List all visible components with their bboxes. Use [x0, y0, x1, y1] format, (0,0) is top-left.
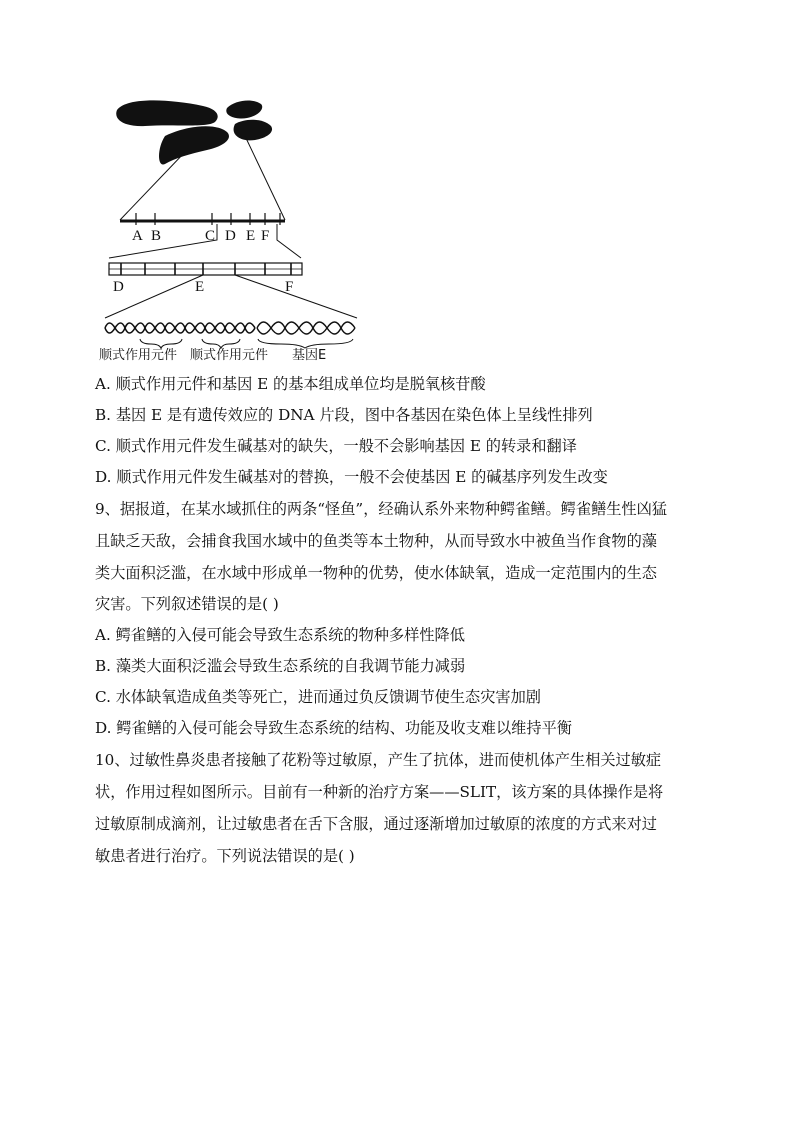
q8-option-b: B. 基因 E 是有遗传效应的 DNA 片段，图中各基因在染色体上呈线性排列 — [95, 406, 593, 424]
q10-stem-line-1: 10、过敏性鼻炎患者接触了花粉等过敏原，产生了抗体，进而使机体产生相关过敏症 — [95, 751, 662, 769]
marker-e: E — [246, 228, 256, 244]
chromosome-shape — [116, 100, 272, 164]
marker-d: D — [225, 228, 236, 244]
marker-f-expanded: F — [285, 279, 294, 295]
q10-stem-line-2: 状，作用过程如图所示。目前有一种新的治疗方案——SLIT，该方案的具体操作是将 — [95, 783, 664, 801]
element-braces — [140, 339, 353, 348]
marker-b: B — [151, 228, 162, 244]
chromosome-gene-figure — [95, 92, 365, 367]
marker-c: C — [205, 228, 216, 244]
q9-stem-line-3: 类大面积泛滥，在水域中形成单一物种的优势，使水体缺氧，造成一定范围内的生态 — [95, 564, 657, 582]
q8-option-d: D. 顺式作用元件发生碱基对的替换，一般不会使基因 E 的碱基序列发生改变 — [95, 468, 608, 486]
caption-cis-element-2: 顺式作用元件 — [190, 348, 269, 363]
q9-stem-line-1: 9、据报道，在某水域抓住的两条“怪鱼”，经确认系外来物种鳄雀鳝。鳄雀鳝生性凶猛 — [95, 500, 667, 518]
q9-stem-line-4: 灾害。下列叙述错误的是( ) — [95, 595, 279, 613]
q9-option-a: A. 鳄雀鳝的入侵可能会导致生态系统的物种多样性降低 — [95, 626, 465, 644]
caption-cis-element-1: 顺式作用元件 — [99, 348, 178, 363]
marker-d-expanded: D — [113, 279, 124, 295]
q8-option-a: A. 顺式作用元件和基因 E 的基本组成单位均是脱氧核苷酸 — [95, 375, 486, 393]
marker-e-expanded: E — [195, 279, 205, 295]
q9-option-c: C. 水体缺氧造成鱼类等死亡，进而通过负反馈调节使生态灾害加剧 — [95, 688, 541, 706]
q10-stem-line-3: 过敏原制成滴剂，让过敏患者在舌下含服，通过逐渐增加过敏原的浓度的方式来对过 — [95, 815, 657, 833]
marker-f: F — [261, 228, 270, 244]
q9-option-d: D. 鳄雀鳝的入侵可能会导致生态系统的结构、功能及收支难以维持平衡 — [95, 719, 572, 737]
q10-stem-line-4: 敏患者进行治疗。下列说法错误的是( ) — [95, 847, 355, 865]
q9-option-b: B. 藻类大面积泛滥会导致生态系统的自我调节能力减弱 — [95, 657, 466, 675]
q9-stem-line-2: 且缺乏天敌，会捕食我国水域中的鱼类等本土物种，从而导致水中被鱼当作食物的藻 — [95, 532, 657, 550]
marker-a: A — [132, 228, 143, 244]
dna-helix — [105, 322, 355, 334]
caption-gene-e: 基因E — [292, 348, 327, 363]
q8-option-c: C. 顺式作用元件发生碱基对的缺失，一般不会影响基因 E 的转录和翻译 — [95, 437, 577, 455]
